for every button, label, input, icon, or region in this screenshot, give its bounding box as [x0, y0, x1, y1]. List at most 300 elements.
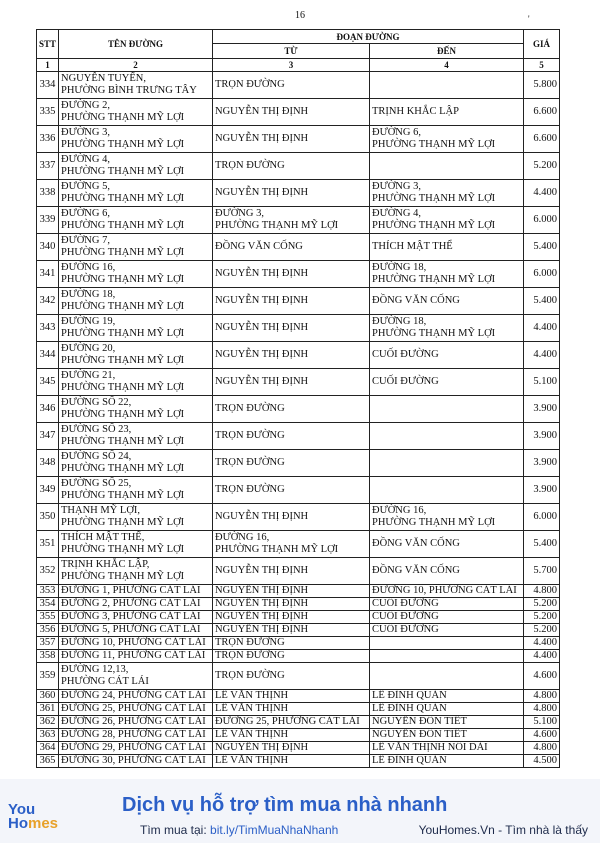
row-from-line: ĐỒNG VĂN CỐNG: [215, 241, 303, 252]
row-price: [524, 261, 560, 288]
row-stt: [37, 261, 59, 288]
row-price: [524, 585, 560, 598]
row-from-line: TRỌN ĐƯỜNG: [215, 430, 285, 441]
row-street-name-line: THÍCH MẬT THỂ,: [61, 532, 145, 543]
table-row: [37, 180, 560, 207]
row-street-name-line: PHƯỜNG THẠNH MỸ LỢI: [61, 436, 185, 447]
row-to-line: PHƯỜNG THẠNH MỸ LỢI: [372, 274, 496, 285]
row-from: [213, 650, 370, 663]
row-from: [213, 369, 370, 396]
row-price-line: 4.400: [533, 349, 558, 360]
column-number: 1: [37, 59, 59, 72]
table-row: [37, 611, 560, 624]
table-row: [37, 504, 560, 531]
row-from-line: LÊ VĂN THỊNH: [215, 690, 289, 701]
logo-line2-b: mes: [28, 815, 59, 832]
row-to: [370, 126, 524, 153]
row-stt-line: 353: [39, 585, 56, 596]
row-street-name-line: PHƯỜNG CÁT LÁI: [61, 676, 149, 687]
table-row: [37, 72, 560, 99]
row-from-line: NGUYỄN THỊ ĐỊNH: [215, 376, 309, 387]
row-street-name: [59, 423, 213, 450]
row-street-name-line: ĐƯỜNG 30, PHƯỜNG CÁT LÁI: [61, 755, 206, 766]
row-price-line: 6.000: [533, 511, 558, 522]
row-street-name-line: ĐƯỜNG 1, PHƯỜNG CÁT LÁI: [61, 585, 201, 596]
row-price-line: 5.200: [533, 160, 558, 171]
row-street-name: [59, 742, 213, 755]
row-price-line: 3.900: [533, 457, 558, 468]
row-price: [524, 716, 560, 729]
row-to-line: LÊ VĂN THỊNH NỐI DÀI: [372, 742, 488, 753]
table-row: [37, 207, 560, 234]
row-street-name: [59, 180, 213, 207]
row-street-name-line: PHƯỜNG THẠNH MỸ LỢI: [61, 139, 185, 150]
table-row: [37, 742, 560, 755]
corner-mark: ': [528, 14, 530, 24]
row-street-name-line: PHƯỜNG BÌNH TRƯNG TÂY: [61, 85, 197, 96]
row-price: [524, 611, 560, 624]
row-from: [213, 126, 370, 153]
footer-slogan: Dịch vụ hỗ trợ tìm mua nhà nhanh: [122, 794, 448, 816]
row-street-name-line: ĐƯỜNG 18,: [61, 289, 116, 300]
row-from: [213, 261, 370, 288]
row-price-line: 4.800: [533, 703, 558, 714]
row-street-name-line: ĐƯỜNG 26, PHƯỜNG CÁT LÁI: [61, 716, 206, 727]
row-price: [524, 504, 560, 531]
search-link[interactable]: bit.ly/TimMuaNhaNhanh: [210, 823, 339, 837]
row-street-name: [59, 703, 213, 716]
youhomes-logo: [8, 803, 58, 831]
table-row: [37, 703, 560, 716]
row-to-line: ĐƯỜNG 10, PHƯỜNG CÁT LÁI: [372, 585, 517, 596]
row-stt: [37, 288, 59, 315]
row-stt: [37, 153, 59, 180]
row-stt-line: 339: [39, 214, 56, 225]
row-stt-line: 361: [39, 703, 56, 714]
row-from-line: TRỌN ĐƯỜNG: [215, 160, 285, 171]
row-stt-line: 363: [39, 729, 56, 740]
row-to: [370, 755, 524, 768]
table-row: [37, 598, 560, 611]
column-number: 2: [59, 59, 213, 72]
row-street-name-line: PHƯỜNG THẠNH MỸ LỢI: [61, 382, 185, 393]
row-from: [213, 477, 370, 504]
row-stt: [37, 396, 59, 423]
row-price-line: 6.000: [533, 214, 558, 225]
row-street-name-line: PHƯỜNG THẠNH MỸ LỢI: [61, 166, 185, 177]
row-to-line: CUỐI ĐƯỜNG: [372, 624, 439, 635]
row-street-name: [59, 450, 213, 477]
row-price: [524, 650, 560, 663]
row-price: [524, 703, 560, 716]
header-street-name: TÊN ĐƯỜNG: [59, 30, 213, 59]
row-price-line: 5.800: [533, 79, 558, 90]
column-number-row: [37, 59, 560, 72]
row-street-name-line: PHƯỜNG THẠNH MỸ LỢI: [61, 112, 185, 123]
row-street-name-line: ĐƯỜNG 2,: [61, 100, 110, 111]
row-street-name-line: ĐƯỜNG 7,: [61, 235, 110, 246]
row-price: [524, 396, 560, 423]
table-row: [37, 288, 560, 315]
column-number: 3: [213, 59, 370, 72]
row-stt-line: 345: [39, 376, 56, 387]
row-street-name-line: PHƯỜNG THẠNH MỸ LỢI: [61, 220, 185, 231]
row-to: [370, 153, 524, 180]
row-street-name: [59, 611, 213, 624]
table-row: [37, 650, 560, 663]
row-from-line: TRỌN ĐƯỜNG: [215, 79, 285, 90]
row-to-line: TRỊNH KHẮC LẬP: [372, 106, 459, 117]
row-to-line: PHƯỜNG THẠNH MỸ LỢI: [372, 517, 496, 528]
row-price-line: 5.200: [533, 611, 558, 622]
row-stt-line: 340: [39, 241, 56, 252]
row-street-name-line: PHƯỜNG THẠNH MỸ LỢI: [61, 571, 185, 582]
table-row: [37, 558, 560, 585]
row-price-line: 4.400: [533, 637, 558, 648]
row-stt-line: 359: [39, 670, 56, 681]
row-street-name-line: ĐƯỜNG 4,: [61, 154, 110, 165]
row-price-line: 3.900: [533, 403, 558, 414]
row-to: [370, 369, 524, 396]
table-row: [37, 585, 560, 598]
row-to: [370, 342, 524, 369]
row-street-name: [59, 234, 213, 261]
row-stt: [37, 180, 59, 207]
row-street-name-line: ĐƯỜNG 5, PHƯỜNG CÁT LÁI: [61, 624, 201, 635]
row-from: [213, 742, 370, 755]
row-to: [370, 531, 524, 558]
row-price: [524, 755, 560, 768]
row-from-line: NGUYỄN THỊ ĐỊNH: [215, 133, 309, 144]
table-row: [37, 153, 560, 180]
row-street-name-line: ĐƯỜNG 20,: [61, 343, 116, 354]
row-price-line: 3.900: [533, 484, 558, 495]
row-to-line: CUỐI ĐƯỜNG: [372, 611, 439, 622]
row-stt: [37, 650, 59, 663]
row-price: [524, 369, 560, 396]
row-price-line: 4.800: [533, 742, 558, 753]
row-to-line: CUỐI ĐƯỜNG: [372, 349, 439, 360]
row-to: [370, 72, 524, 99]
row-stt-line: 342: [39, 295, 56, 306]
row-street-name: [59, 261, 213, 288]
row-price: [524, 624, 560, 637]
header-stt: STT: [37, 30, 59, 59]
row-street-name-line: PHƯỜNG THẠNH MỸ LỢI: [61, 490, 185, 501]
row-street-name-line: ĐƯỜNG 3, PHƯỜNG CÁT LÁI: [61, 611, 201, 622]
table-row: [37, 624, 560, 637]
row-street-name-line: ĐƯỜNG 16,: [61, 262, 116, 273]
row-from-line: NGUYỄN THỊ ĐỊNH: [215, 322, 309, 333]
row-to: [370, 650, 524, 663]
row-from: [213, 450, 370, 477]
row-price-line: 5.400: [533, 241, 558, 252]
row-from: [213, 99, 370, 126]
row-from-line: NGUYỄN THỊ ĐỊNH: [215, 585, 309, 596]
row-from-line: TRỌN ĐƯỜNG: [215, 650, 285, 661]
row-from: [213, 637, 370, 650]
row-stt: [37, 585, 59, 598]
row-price-line: 6.600: [533, 133, 558, 144]
row-from: [213, 690, 370, 703]
row-price: [524, 207, 560, 234]
row-from: [213, 315, 370, 342]
row-stt: [37, 450, 59, 477]
row-price-line: 4.500: [533, 755, 558, 766]
row-stt-line: 351: [39, 538, 56, 549]
row-to: [370, 729, 524, 742]
header-segment: ĐOẠN ĐƯỜNG: [213, 30, 524, 44]
row-from-line: TRỌN ĐƯỜNG: [215, 457, 285, 468]
row-street-name-line: TRỊNH KHẮC LẬP,: [61, 559, 150, 570]
row-street-name: [59, 650, 213, 663]
table-row: [37, 663, 560, 690]
row-to: [370, 423, 524, 450]
footer-search: [140, 823, 338, 837]
row-from: [213, 663, 370, 690]
row-to-line: ĐƯỜNG 18,: [372, 262, 427, 273]
row-to-line: NGUYỄN ĐÔN TIẾT: [372, 716, 467, 727]
row-stt-line: 346: [39, 403, 56, 414]
row-to: [370, 598, 524, 611]
row-stt: [37, 207, 59, 234]
row-stt: [37, 369, 59, 396]
row-street-name: [59, 637, 213, 650]
row-street-name: [59, 663, 213, 690]
row-street-name: [59, 624, 213, 637]
table-row: [37, 755, 560, 768]
row-street-name: [59, 126, 213, 153]
table-row: [37, 716, 560, 729]
row-price: [524, 742, 560, 755]
row-to-line: LÊ ĐÌNH QUẢN: [372, 703, 447, 714]
row-street-name: [59, 690, 213, 703]
row-from: [213, 153, 370, 180]
row-from-line: TRỌN ĐƯỜNG: [215, 403, 285, 414]
row-street-name: [59, 99, 213, 126]
row-stt: [37, 504, 59, 531]
row-street-name: [59, 558, 213, 585]
row-stt-line: 355: [39, 611, 56, 622]
row-street-name: [59, 598, 213, 611]
row-from-line: NGUYỄN THỊ ĐỊNH: [215, 349, 309, 360]
row-street-name-line: PHƯỜNG THẠNH MỸ LỢI: [61, 301, 185, 312]
row-stt-line: 335: [39, 106, 56, 117]
row-price: [524, 690, 560, 703]
row-stt-line: 348: [39, 457, 56, 468]
row-to-line: ĐỒNG VĂN CỐNG: [372, 565, 460, 576]
row-price: [524, 477, 560, 504]
row-stt: [37, 126, 59, 153]
row-from: [213, 288, 370, 315]
logo-line2-a: Ho: [8, 815, 28, 832]
row-street-name: [59, 72, 213, 99]
row-stt: [37, 755, 59, 768]
row-street-name-line: ĐƯỜNG SỐ 23,: [61, 424, 132, 435]
row-to: [370, 207, 524, 234]
row-stt-line: 334: [39, 79, 56, 90]
row-street-name-line: ĐƯỜNG 12,13,: [61, 664, 129, 675]
table-row: [37, 261, 560, 288]
row-to: [370, 558, 524, 585]
row-street-name-line: ĐƯỜNG SỐ 24,: [61, 451, 132, 462]
table-body: [37, 72, 560, 768]
row-street-name-line: ĐƯỜNG 24, PHƯỜNG CÁT LÁI: [61, 690, 206, 701]
row-stt: [37, 423, 59, 450]
row-from: [213, 703, 370, 716]
table-row: [37, 315, 560, 342]
table-row: [37, 729, 560, 742]
row-street-name: [59, 369, 213, 396]
footer-tagline[interactable]: YouHomes.Vn - Tìm nhà là thấy: [418, 823, 588, 837]
row-price: [524, 729, 560, 742]
row-street-name: [59, 396, 213, 423]
row-street-name-line: NGUYỄN TUYỂN,: [61, 73, 146, 84]
row-to-line: PHƯỜNG THẠNH MỸ LỢI: [372, 328, 496, 339]
row-price: [524, 234, 560, 261]
row-to-line: ĐƯỜNG 18,: [372, 316, 427, 327]
row-street-name: [59, 585, 213, 598]
row-price: [524, 342, 560, 369]
table-row: [37, 450, 560, 477]
row-from: [213, 611, 370, 624]
row-street-name-line: ĐƯỜNG 28, PHƯỜNG CÁT LÁI: [61, 729, 206, 740]
row-to: [370, 315, 524, 342]
row-from: [213, 531, 370, 558]
row-price: [524, 598, 560, 611]
row-from-line: NGUYỄN THỊ ĐỊNH: [215, 511, 309, 522]
row-price: [524, 126, 560, 153]
row-street-name-line: PHƯỜNG THẠNH MỸ LỢI: [61, 328, 185, 339]
row-from: [213, 234, 370, 261]
row-from-line: NGUYỄN THỊ ĐỊNH: [215, 268, 309, 279]
row-from: [213, 342, 370, 369]
row-to-line: CUỐI ĐƯỜNG: [372, 598, 439, 609]
row-to-line: PHƯỜNG THẠNH MỸ LỢI: [372, 220, 496, 231]
row-from: [213, 180, 370, 207]
row-price-line: 4.400: [533, 187, 558, 198]
row-street-name: [59, 288, 213, 315]
row-stt: [37, 624, 59, 637]
row-from-line: ĐƯỜNG 16,: [215, 532, 270, 543]
row-stt-line: 338: [39, 187, 56, 198]
row-to-line: NGUYỄN ĐÔN TIẾT: [372, 729, 467, 740]
table-row: [37, 234, 560, 261]
row-from: [213, 504, 370, 531]
row-street-name-line: ĐƯỜNG SỐ 25,: [61, 478, 132, 489]
row-from-line: PHƯỜNG THẠNH MỸ LỢI: [215, 544, 339, 555]
table-row: [37, 637, 560, 650]
row-street-name: [59, 153, 213, 180]
row-from: [213, 423, 370, 450]
table-row: [37, 690, 560, 703]
row-stt: [37, 729, 59, 742]
table-row: [37, 99, 560, 126]
row-stt-line: 343: [39, 322, 56, 333]
row-street-name: [59, 207, 213, 234]
row-from-line: PHƯỜNG THẠNH MỸ LỢI: [215, 220, 339, 231]
row-street-name-line: PHƯỜNG THẠNH MỸ LỢI: [61, 193, 185, 204]
row-stt-line: 341: [39, 268, 56, 279]
row-to: [370, 624, 524, 637]
row-to: [370, 477, 524, 504]
table-row: [37, 423, 560, 450]
row-price-line: 4.800: [533, 690, 558, 701]
row-price-line: 4.400: [533, 650, 558, 661]
row-to-line: ĐƯỜNG 4,: [372, 208, 421, 219]
row-stt-line: 350: [39, 511, 56, 522]
row-price-line: 4.800: [533, 585, 558, 596]
row-street-name: [59, 315, 213, 342]
row-to-line: ĐƯỜNG 3,: [372, 181, 421, 192]
row-stt-line: 357: [39, 637, 56, 648]
row-price: [524, 72, 560, 99]
row-from-line: NGUYỄN THỊ ĐỊNH: [215, 565, 309, 576]
row-from-line: NGUYỄN THỊ ĐỊNH: [215, 187, 309, 198]
row-stt: [37, 690, 59, 703]
row-from: [213, 585, 370, 598]
row-stt: [37, 598, 59, 611]
row-street-name-line: PHƯỜNG THẠNH MỸ LỢI: [61, 517, 185, 528]
row-street-name-line: ĐƯỜNG 25, PHƯỜNG CÁT LÁI: [61, 703, 206, 714]
row-stt: [37, 342, 59, 369]
row-from-line: LÊ VĂN THỊNH: [215, 729, 289, 740]
row-stt-line: 360: [39, 690, 56, 701]
column-number: 5: [524, 59, 560, 72]
row-to: [370, 703, 524, 716]
page-number: 16: [295, 10, 305, 21]
row-from: [213, 624, 370, 637]
row-street-name-line: ĐƯỜNG 10, PHƯỜNG CÁT LÁI: [61, 637, 206, 648]
row-to: [370, 261, 524, 288]
row-street-name: [59, 504, 213, 531]
row-from-line: NGUYỄN THỊ ĐỊNH: [215, 624, 309, 635]
row-price-line: 4.400: [533, 322, 558, 333]
row-to: [370, 637, 524, 650]
row-to-line: THÍCH MẬT THỂ: [372, 241, 453, 252]
row-street-name-line: ĐƯỜNG 3,: [61, 127, 110, 138]
row-street-name-line: ĐƯỜNG 29, PHƯỜNG CÁT LÁI: [61, 742, 206, 753]
row-stt-line: 364: [39, 742, 56, 753]
row-stt: [37, 637, 59, 650]
row-street-name-line: PHƯỜNG THẠNH MỸ LỢI: [61, 463, 185, 474]
row-stt-line: 349: [39, 484, 56, 495]
row-from-line: NGUYỄN THỊ ĐỊNH: [215, 106, 309, 117]
row-price-line: 5.100: [533, 376, 558, 387]
row-to: [370, 396, 524, 423]
row-to: [370, 585, 524, 598]
land-price-table: [36, 29, 560, 768]
row-from-line: LÊ VĂN THỊNH: [215, 703, 289, 714]
row-from-line: TRỌN ĐƯỜNG: [215, 637, 285, 648]
row-to-line: PHƯỜNG THẠNH MỸ LỢI: [372, 139, 496, 150]
row-to: [370, 611, 524, 624]
row-street-name: [59, 755, 213, 768]
row-to-line: LÊ ĐÌNH QUẢN: [372, 755, 447, 766]
row-street-name: [59, 531, 213, 558]
row-street-name-line: ĐƯỜNG 2, PHƯỜNG CÁT LÁI: [61, 598, 201, 609]
row-to-line: ĐỒNG VĂN CỐNG: [372, 538, 460, 549]
row-stt-line: 352: [39, 565, 56, 576]
row-price-line: 5.200: [533, 624, 558, 635]
row-stt: [37, 72, 59, 99]
row-price: [524, 663, 560, 690]
row-street-name-line: ĐƯỜNG 21,: [61, 370, 116, 381]
row-street-name: [59, 729, 213, 742]
row-street-name: [59, 716, 213, 729]
row-price: [524, 558, 560, 585]
row-price-line: 4.600: [533, 670, 558, 681]
